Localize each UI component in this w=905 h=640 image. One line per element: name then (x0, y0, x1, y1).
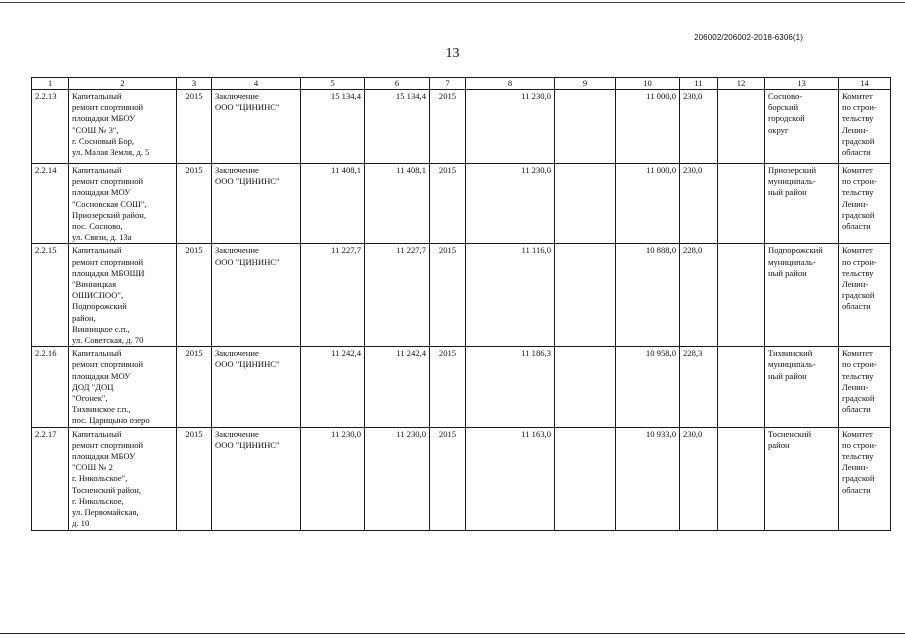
municipality (765, 90, 839, 164)
row-number: 2.2.13 (32, 90, 69, 164)
local-budget: 228,0 (680, 244, 718, 347)
start-year: 2015 (430, 427, 466, 530)
object-description (69, 244, 177, 347)
cell-line: Заключение (215, 245, 259, 256)
cell-line: Комитет (842, 348, 873, 359)
cell-line: ОШИСПОО", (72, 290, 124, 301)
column-number: 2 (69, 78, 177, 90)
cell-line: Комитет (842, 91, 873, 101)
financing-total: 11 163,0 (466, 427, 555, 530)
conclusion-cell (212, 347, 301, 427)
customer (839, 90, 891, 164)
cell-line: муниципаль- (768, 256, 816, 267)
estimated-cost: 11 408,1 (301, 164, 365, 244)
row-number: 2.2.16 (32, 347, 69, 427)
column-number: 5 (301, 78, 365, 90)
empty-cell (718, 244, 765, 347)
financing-total: 11 230,0 (466, 164, 555, 244)
cell-line: ремонт спортивной (72, 359, 144, 370)
cell-line: по строи- (842, 439, 877, 450)
estimated-cost: 15 134,4 (301, 90, 365, 164)
cell-line: городской (768, 113, 805, 124)
financing-total: 11 186,3 (466, 347, 555, 427)
document-id: 206002/206002-2018-6306(1) (694, 33, 803, 42)
estimated-cost: 11 230,0 (301, 427, 365, 530)
customer (839, 347, 891, 427)
start-year: 2015 (430, 347, 466, 427)
year-cell: 2015 (177, 90, 212, 164)
page-number: 13 (445, 46, 460, 61)
column-number: 12 (718, 78, 765, 90)
conclusion-cell (212, 164, 301, 244)
conclusion-cell (212, 90, 301, 164)
cell-line: район, (72, 312, 96, 323)
cell-line: Подпорожский (768, 245, 823, 256)
cell-line: пос. Сосново, (72, 221, 123, 232)
table-row (32, 427, 891, 530)
cell-line: Заключение (215, 165, 259, 175)
column-number: 6 (365, 78, 430, 90)
municipality (765, 164, 839, 244)
empty-cell (718, 347, 765, 427)
cell-line: Приозерский район, (72, 209, 146, 220)
cell-line: "СОШ № 2 (72, 462, 113, 473)
municipality (765, 427, 839, 530)
year-cell: 2015 (177, 164, 212, 244)
table-body (32, 90, 891, 531)
cell-line: градской (842, 209, 875, 220)
empty-cell (555, 90, 616, 164)
cell-line: площадки МБОШИ (72, 267, 145, 278)
object-description (69, 164, 177, 244)
municipality (765, 244, 839, 347)
cell-line: градской (842, 473, 875, 484)
cell-line: тельству (842, 451, 874, 462)
table-row (32, 244, 891, 347)
empty-cell (555, 164, 616, 244)
column-number: 1 (32, 78, 69, 90)
cell-line: "СОШ № 3", (72, 124, 119, 135)
column-number: 9 (555, 78, 616, 90)
regional-budget: 10 933,0 (616, 427, 680, 530)
cell-line: тельству (842, 370, 874, 381)
conclusion-cell (212, 244, 301, 347)
regional-budget: 11 000,0 (616, 90, 680, 164)
cell-line: ул. Советская, д. 70 (72, 335, 144, 346)
cell-line: г. Никольское", (72, 473, 128, 484)
regional-budget: 10 958,0 (616, 347, 680, 427)
column-number: 13 (765, 78, 839, 90)
scan-bottom-border (0, 633, 905, 634)
table-row (32, 90, 891, 164)
financing-total: 11 230,0 (466, 90, 555, 164)
cell-line: ул. Связи, д. 13а (72, 232, 132, 243)
local-budget: 228,3 (680, 347, 718, 427)
cell-line: округ (768, 124, 789, 135)
conclusion-cell (212, 427, 301, 530)
cell-line: ремонт спортивной (72, 439, 144, 450)
column-number: 3 (177, 78, 212, 90)
cell-line: области (842, 147, 871, 158)
cell-line: ный район (768, 187, 807, 198)
total-cost: 11 408,1 (365, 164, 430, 244)
row-number: 2.2.15 (32, 244, 69, 347)
row-number: 2.2.17 (32, 427, 69, 530)
object-description (69, 90, 177, 164)
column-number-row (32, 78, 891, 90)
cell-line: "Винницкая (72, 279, 117, 290)
cell-line: Капитальный (72, 428, 122, 439)
cell-line: муниципаль- (768, 359, 816, 370)
cell-line: Ленин- (842, 198, 869, 209)
start-year: 2015 (430, 90, 466, 164)
total-cost: 11 227,7 (365, 244, 430, 347)
cell-line: Приозерский (768, 165, 817, 175)
cell-line: д. 10 (72, 518, 90, 529)
total-cost: 15 134,4 (365, 90, 430, 164)
cell-line: Заключение (215, 428, 259, 439)
cell-line: г. Сосновый Бор, (72, 135, 135, 146)
local-budget: 230,0 (680, 90, 718, 164)
cell-line: Заключение (215, 91, 259, 101)
cell-line: Капитальный (72, 245, 122, 256)
cell-line: ул. Малая Земля, д. 5 (72, 147, 150, 158)
local-budget: 230,0 (680, 164, 718, 244)
customer (839, 164, 891, 244)
estimated-cost: 11 242,4 (301, 347, 365, 427)
year-cell: 2015 (177, 244, 212, 347)
cell-line: ООО "ЦИНИНС" (215, 439, 280, 450)
cell-line: ремонт спортивной (72, 102, 144, 113)
cell-line: Капитальный (72, 165, 122, 175)
cell-line: Тосненский район, (72, 484, 142, 495)
cell-line: области (842, 301, 871, 312)
cell-line: Сосново- (768, 91, 803, 101)
cell-line: ООО "ЦИНИНС" (215, 359, 280, 370)
local-budget: 230,0 (680, 427, 718, 530)
cell-line: Комитет (842, 428, 873, 439)
cell-line: области (842, 221, 871, 232)
table-row (32, 347, 891, 427)
column-number: 8 (466, 78, 555, 90)
cell-line: градской (842, 290, 875, 301)
regional-budget: 11 000,0 (616, 164, 680, 244)
cell-line: ный район (768, 370, 807, 381)
column-number: 14 (839, 78, 891, 90)
empty-cell (718, 90, 765, 164)
cell-line: ООО "ЦИНИНС" (215, 176, 280, 187)
cell-line: по строи- (842, 176, 877, 187)
cell-line: площадки МОУ (72, 187, 131, 198)
cell-line: по строи- (842, 359, 877, 370)
cell-line: муниципаль- (768, 176, 816, 187)
cell-line: площадки МБОУ (72, 451, 136, 462)
cell-line: Ленин- (842, 462, 869, 473)
cell-line: области (842, 404, 871, 415)
empty-cell (555, 347, 616, 427)
start-year: 2015 (430, 164, 466, 244)
cell-line: площадки МОУ (72, 370, 131, 381)
total-cost: 11 230,0 (365, 427, 430, 530)
cell-line: ный район (768, 267, 807, 278)
empty-cell (718, 164, 765, 244)
cell-line: площадки МБОУ (72, 113, 136, 124)
cell-line: "Сосновская СОШ", (72, 198, 147, 209)
financing-total: 11 116,0 (466, 244, 555, 347)
cell-line: Тихвинский (768, 348, 813, 359)
cell-line: "Огонек", (72, 393, 108, 404)
cell-line: борский (768, 102, 799, 113)
column-number: 11 (680, 78, 718, 90)
estimated-cost: 11 227,7 (301, 244, 365, 347)
cell-line: Тихвинское г.п., (72, 404, 131, 415)
cell-line: ул. Первомайская, (72, 507, 139, 518)
cell-line: Ленин- (842, 279, 869, 290)
cell-line: по строи- (842, 256, 877, 267)
municipality (765, 347, 839, 427)
cell-line: тельству (842, 187, 874, 198)
year-cell: 2015 (177, 427, 212, 530)
cell-line: по строи- (842, 102, 877, 113)
cell-line: тельству (842, 113, 874, 124)
cell-line: Ленин- (842, 124, 869, 135)
regional-budget: 10 888,0 (616, 244, 680, 347)
empty-cell (555, 244, 616, 347)
cell-line: ремонт спортивной (72, 256, 144, 267)
cell-line: Комитет (842, 165, 873, 175)
cell-line: Заключение (215, 348, 259, 359)
customer (839, 244, 891, 347)
start-year: 2015 (430, 244, 466, 347)
cell-line: градской (842, 135, 875, 146)
empty-cell (555, 427, 616, 530)
year-cell: 2015 (177, 347, 212, 427)
object-description (69, 347, 177, 427)
cell-line: Капитальный (72, 91, 122, 101)
cell-line: Капитальный (72, 348, 122, 359)
object-description (69, 427, 177, 530)
cell-line: Комитет (842, 245, 873, 256)
data-table (31, 77, 891, 531)
cell-line: Тосненский (768, 428, 812, 439)
cell-line: пос. Царицыно озеро (72, 415, 150, 426)
cell-line: район (768, 439, 790, 450)
column-number: 7 (430, 78, 466, 90)
column-number: 10 (616, 78, 680, 90)
cell-line: ООО "ЦИНИНС" (215, 102, 280, 113)
cell-line: ООО "ЦИНИНС" (215, 256, 280, 267)
cell-line: Ленин- (842, 381, 869, 392)
cell-line: г. Никольское, (72, 495, 124, 506)
total-cost: 11 242,4 (365, 347, 430, 427)
cell-line: области (842, 484, 871, 495)
cell-line: градской (842, 393, 875, 404)
table-row (32, 164, 891, 244)
empty-cell (718, 427, 765, 530)
cell-line: тельству (842, 267, 874, 278)
cell-line: Винницкое с.п., (72, 323, 130, 334)
cell-line: ДОД "ДОЦ (72, 381, 114, 392)
cell-line: ремонт спортивной (72, 176, 144, 187)
customer (839, 427, 891, 530)
cell-line: Подпорожский (72, 301, 127, 312)
row-number: 2.2.14 (32, 164, 69, 244)
scan-top-border (0, 2, 905, 3)
column-number: 4 (212, 78, 301, 90)
